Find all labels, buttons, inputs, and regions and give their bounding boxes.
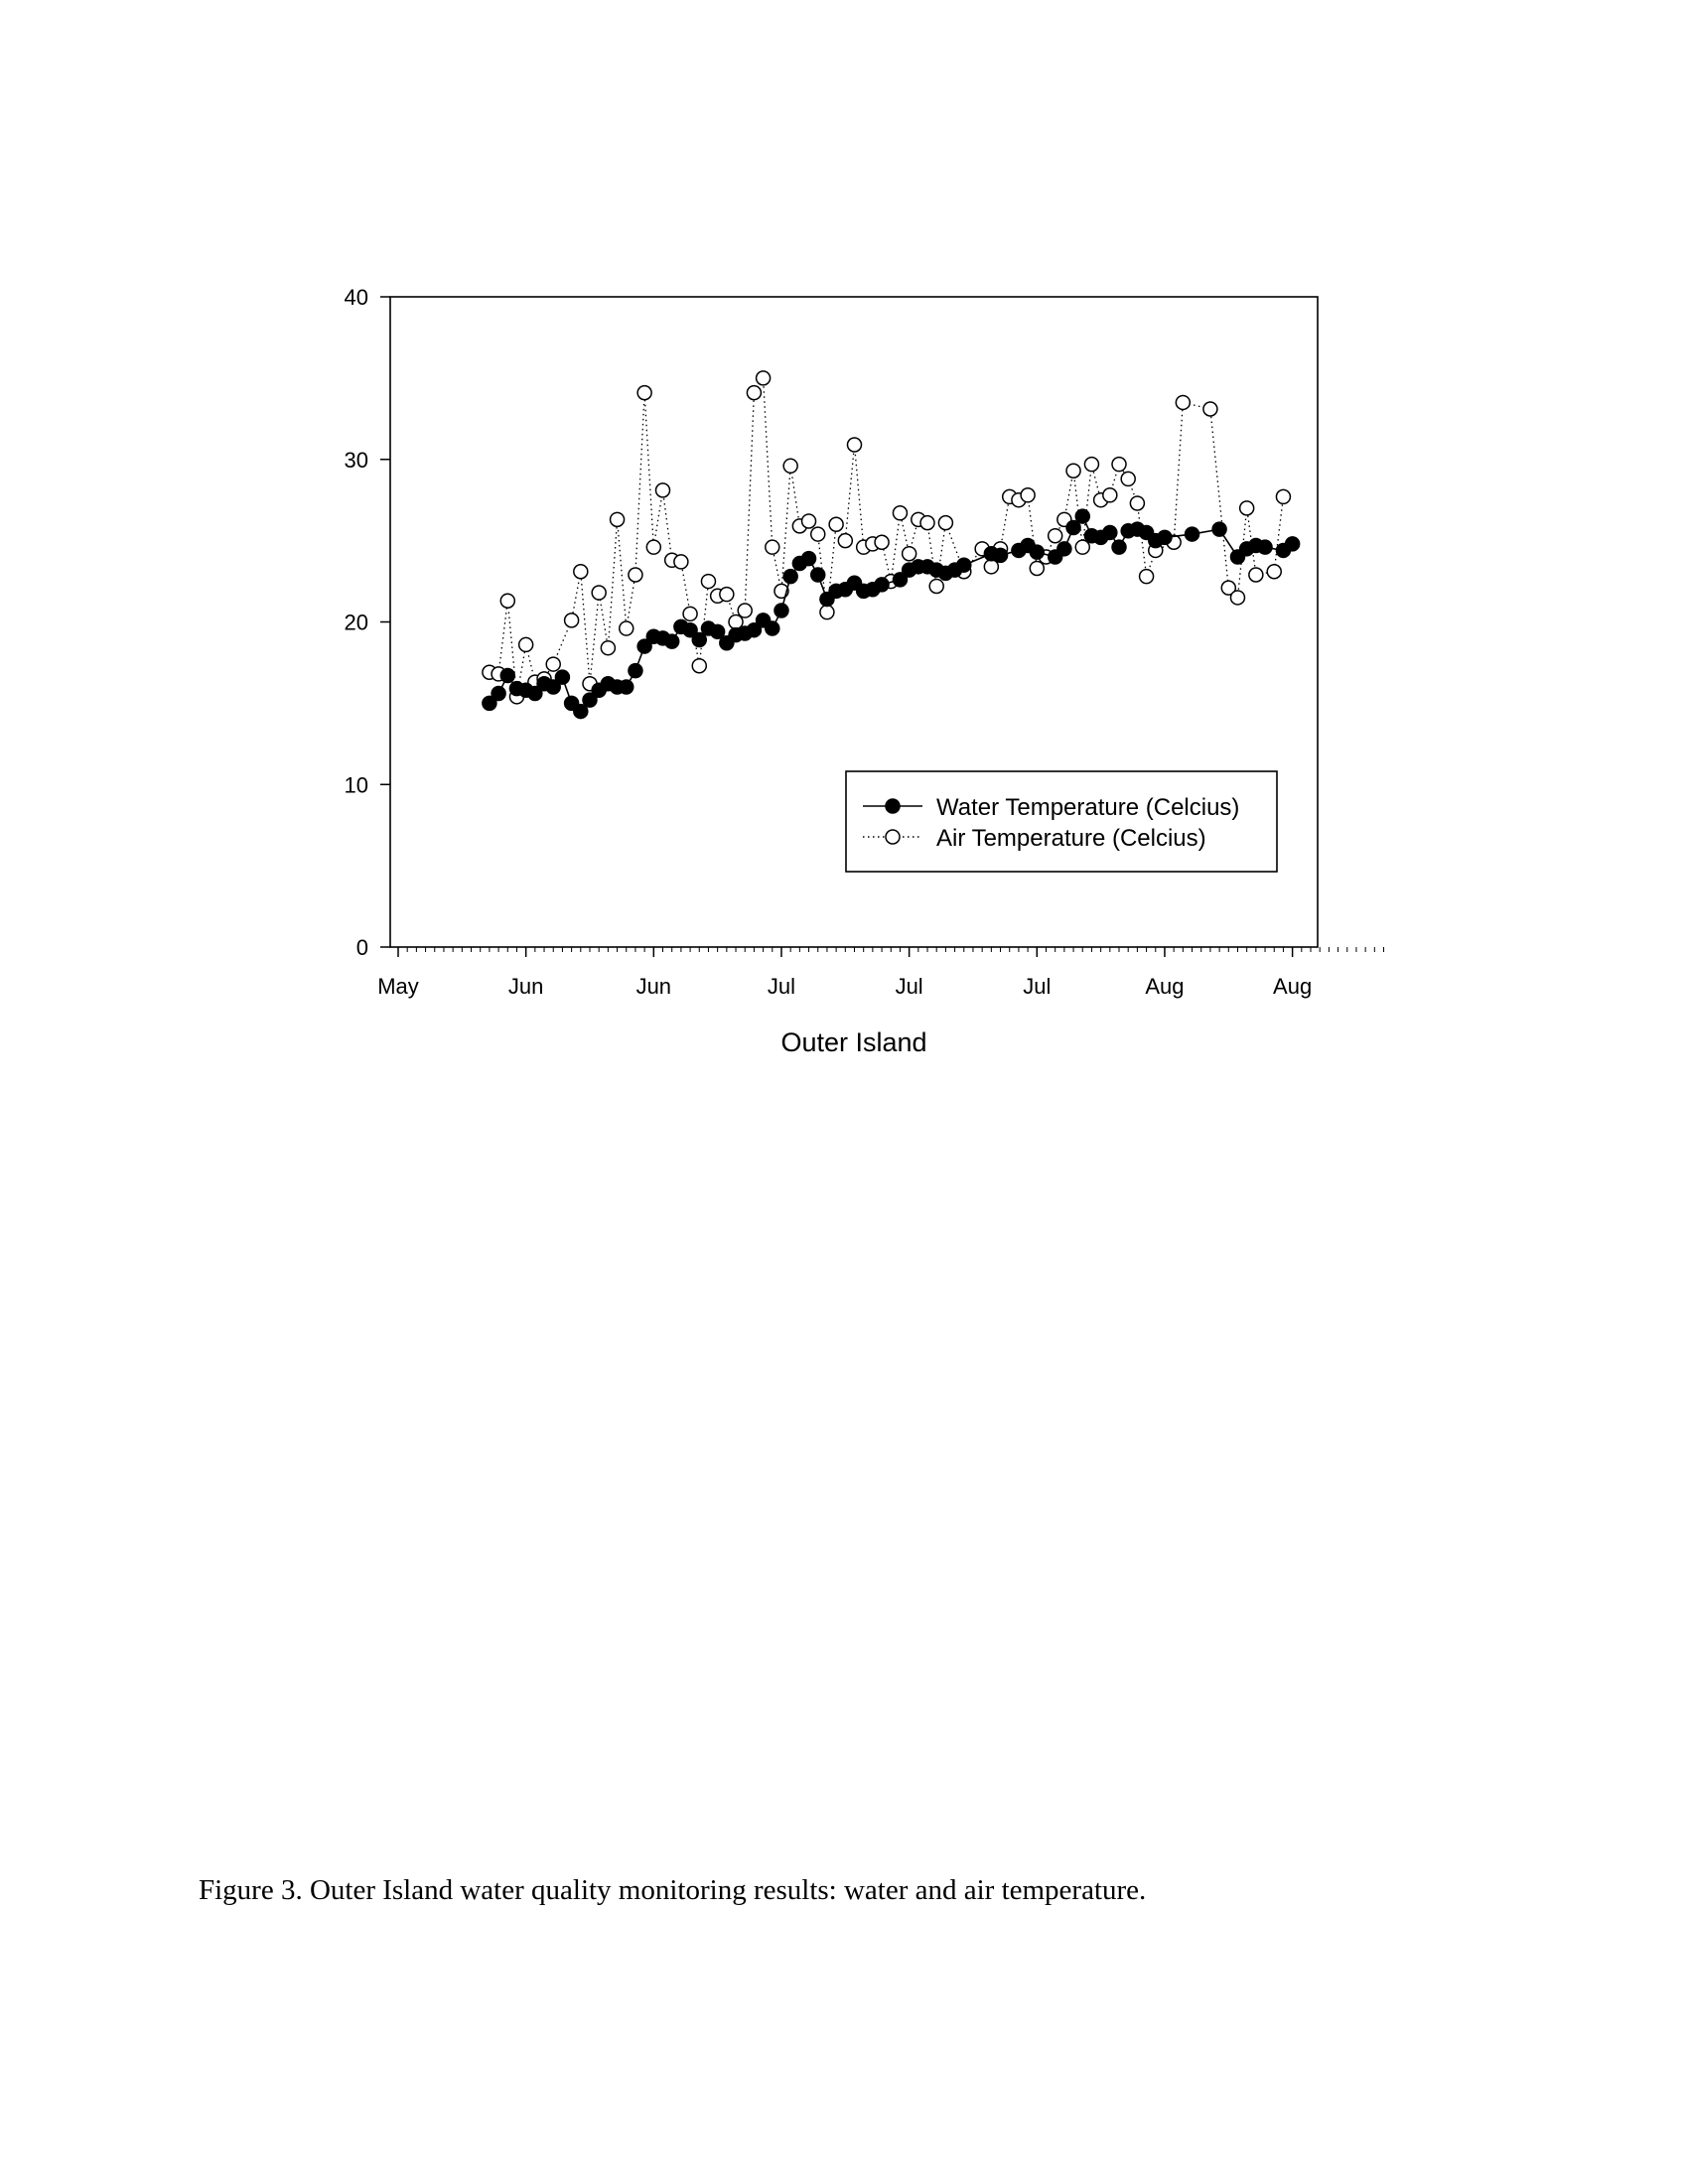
air-temperature-point xyxy=(1084,458,1098,472)
air-temperature-point xyxy=(701,575,715,589)
x-tick-label: May xyxy=(377,974,419,999)
y-tick-label: 40 xyxy=(344,285,368,310)
air-temperature-point xyxy=(519,637,533,651)
water-temperature-point xyxy=(875,578,889,592)
x-tick-label: Aug xyxy=(1273,974,1313,999)
air-temperature-point xyxy=(683,607,697,620)
water-temperature-point xyxy=(1103,525,1117,539)
air-temperature-point xyxy=(1030,561,1044,575)
air-temperature-point xyxy=(629,568,642,582)
air-temperature-point xyxy=(546,657,560,671)
air-temperature-point xyxy=(1203,402,1217,416)
air-temperature-point xyxy=(601,641,615,655)
legend-water-marker xyxy=(886,799,900,813)
water-temperature-point xyxy=(574,705,588,719)
air-temperature-point xyxy=(1049,529,1062,543)
air-temperature-point xyxy=(757,371,771,385)
water-temperature-point xyxy=(766,621,779,635)
x-axis xyxy=(377,947,1383,999)
water-temperature-point xyxy=(1286,537,1300,551)
air-temperature-point xyxy=(500,594,514,608)
air-temperature-point xyxy=(1240,501,1254,515)
air-temperature-point xyxy=(802,514,816,528)
y-tick-label: 0 xyxy=(355,935,368,960)
y-tick-label: 10 xyxy=(344,772,368,798)
water-temperature-point xyxy=(492,687,505,701)
y-axis xyxy=(345,285,390,960)
air-temperature-point xyxy=(766,540,779,554)
water-temperature-point xyxy=(1186,527,1199,541)
water-temperature-point xyxy=(1075,509,1089,523)
air-temperature-point xyxy=(820,606,834,619)
air-temperature-point xyxy=(646,540,660,554)
water-temperature-point xyxy=(1158,530,1172,544)
air-temperature-point xyxy=(637,386,651,400)
air-temperature-point xyxy=(729,615,743,629)
air-temperature-point xyxy=(1230,591,1244,605)
air-temperature-point xyxy=(674,555,688,569)
air-temperature-point xyxy=(565,614,579,627)
x-tick-label: Jun xyxy=(507,974,544,999)
air-temperature-point xyxy=(903,547,916,561)
x-tick-label: Jun xyxy=(635,974,672,999)
air-temperature-point xyxy=(893,506,907,520)
air-temperature-point xyxy=(1103,488,1117,502)
x-tick-label: Jul xyxy=(1023,974,1052,999)
legend-box xyxy=(846,771,1277,872)
air-temperature-point xyxy=(611,512,625,526)
figure-caption: Figure 3. Outer Island water quality monitoring results: water and air temperature. xyxy=(199,1874,1147,1906)
air-temperature-point xyxy=(620,621,633,635)
water-temperature-point xyxy=(957,558,971,572)
x-tick-label: Jul xyxy=(767,974,796,999)
water-temperature-point xyxy=(711,624,725,638)
water-temperature-point xyxy=(1258,540,1272,554)
air-temperature-point xyxy=(984,560,998,574)
air-temperature-point xyxy=(720,588,734,602)
series-layer xyxy=(483,371,1300,719)
air-temperature-point xyxy=(738,604,752,617)
air-temperature-point xyxy=(1021,488,1035,502)
water-temperature-point xyxy=(802,552,816,566)
air-temperature-point xyxy=(848,438,862,452)
x-tick-label: Aug xyxy=(1145,974,1185,999)
legend-label-air: Air Temperature (Celcius) xyxy=(936,825,1206,852)
air-temperature-point xyxy=(592,586,606,600)
air-temperature-point xyxy=(1066,464,1080,478)
air-temperature-point xyxy=(938,516,952,530)
air-temperature-point xyxy=(1112,458,1126,472)
legend-air-marker xyxy=(886,830,900,844)
air-temperature-point xyxy=(692,659,706,673)
air-temperature-point xyxy=(920,516,934,530)
air-temperature-point xyxy=(1276,489,1290,503)
air-temperature-point xyxy=(1176,395,1190,409)
legend xyxy=(846,771,1277,872)
air-temperature-point xyxy=(811,527,825,541)
air-temperature-point xyxy=(1121,472,1135,485)
water-temperature-point xyxy=(692,633,706,647)
air-temperature-point xyxy=(574,565,588,579)
air-temperature-point xyxy=(1140,570,1154,584)
water-temperature-point xyxy=(994,548,1008,562)
water-temperature-point xyxy=(500,669,514,683)
water-temperature-point xyxy=(1057,542,1071,556)
water-temperature-point xyxy=(665,634,679,648)
air-temperature-point xyxy=(929,579,943,593)
air-temperature-point xyxy=(747,386,761,400)
y-tick-label: 30 xyxy=(344,447,368,473)
water-temperature-point xyxy=(783,570,797,584)
water-temperature-point xyxy=(1066,521,1080,535)
air-temperature-point xyxy=(783,459,797,473)
y-tick-label: 20 xyxy=(344,610,368,635)
water-temperature-point xyxy=(811,568,825,582)
air-temperature-point xyxy=(1249,568,1263,582)
air-temperature-point xyxy=(838,534,852,548)
water-temperature-point xyxy=(555,670,569,684)
air-temperature-point xyxy=(656,483,670,497)
water-temperature-point xyxy=(774,604,788,617)
air-temperature-point xyxy=(1130,496,1144,510)
air-temperature-point xyxy=(1075,540,1089,554)
water-temperature-point xyxy=(1212,522,1226,536)
water-temperature-point xyxy=(1112,540,1126,554)
x-tick-label: Jul xyxy=(895,974,923,999)
air-temperature-point xyxy=(1267,565,1281,579)
water-temperature-point xyxy=(620,680,633,694)
water-temperature-point xyxy=(629,664,642,678)
legend-label-water: Water Temperature (Celcius) xyxy=(936,794,1240,821)
air-temperature-point xyxy=(829,517,843,531)
water-temperature-point xyxy=(1030,545,1044,559)
air-temperature-point xyxy=(875,535,889,549)
x-axis-title: Outer Island xyxy=(780,1027,927,1057)
